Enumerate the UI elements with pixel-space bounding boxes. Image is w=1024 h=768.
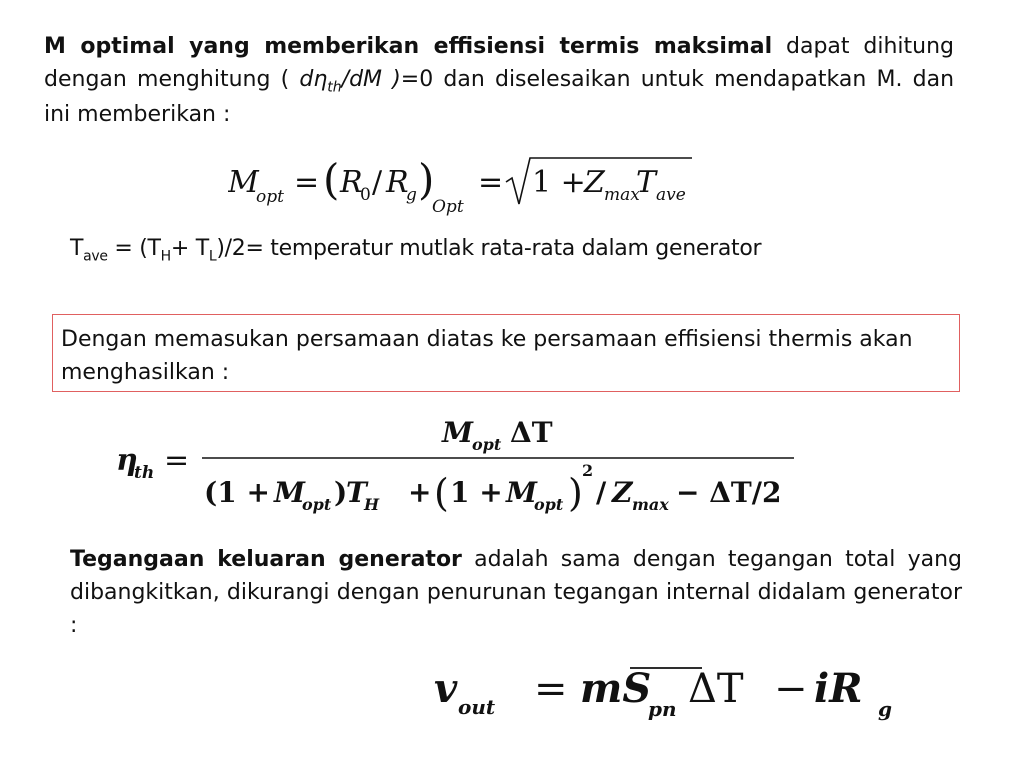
svg-text:(: ( [434,471,449,515]
svg-text:(: ( [323,155,340,204]
svg-text:out: out [458,695,496,719]
vout-formula-image [430,658,910,730]
svg-text:=: = [164,443,190,478]
intro-paragraph [44,30,954,131]
tl-subscript: L [208,248,217,265]
svg-text:=: = [534,666,568,712]
svg-text:): ) [334,476,348,509]
svg-text:=: = [294,165,320,200]
svg-text:ave: ave [656,185,686,205]
svg-text:ΔT: ΔT [688,666,744,712]
intro-text-a: dapat dihitung dengan menghitung ( [44,34,954,92]
svg-text:opt: opt [472,435,502,454]
tave-definition [70,236,761,264]
svg-text:− ΔT/2: − ΔT/2 [676,476,782,509]
svg-text:ΔT: ΔT [510,416,553,449]
svg-text:opt: opt [534,495,564,514]
svg-text:η: η [116,443,138,478]
derivative-rest: /dM )= [341,67,420,92]
th-subscript: H [160,248,171,265]
svg-text:opt: opt [256,187,284,207]
tave-equals: = (T [107,236,161,261]
svg-text:0: 0 [360,185,371,205]
svg-text:R: R [386,165,409,200]
svg-text:max: max [604,185,640,205]
output-voltage-paragraph [70,543,962,642]
svg-text:th: th [134,463,155,483]
svg-text:T: T [346,476,367,509]
svg-text:1 +: 1 + [450,476,503,509]
tave-subscript: ave [83,248,108,265]
svg-text:H: H [364,495,380,514]
tave-plus: + T [170,236,209,261]
svg-text:Z: Z [612,476,633,509]
efficiency-formula-image [116,410,806,520]
svg-text:M: M [506,476,537,509]
intro-text-b: 0 dan diselesaikan untuk mendapatkan M. dan ini memberikan : [44,67,955,128]
svg-text:g: g [878,697,892,721]
svg-text:Opt: Opt [432,197,464,217]
svg-text:T: T [636,165,657,200]
svg-text:1 +: 1 + [532,165,586,200]
svg-text:/: / [372,165,383,200]
svg-text:opt: opt [302,495,332,514]
svg-text:+: + [408,476,432,509]
tave-description: )/2= temperatur mutlak rata-rata dalam generator [216,236,762,261]
output-voltage-heading: Tegangaan keluaran generator [70,547,462,572]
svg-text:v: v [434,665,458,712]
intro-bold-heading: M optimal yang memberikan effisiensi termis maksimal [44,34,773,59]
svg-text:iR: iR [814,665,863,712]
svg-text:M: M [274,476,305,509]
svg-text:R: R [340,165,363,200]
highlight-box [52,314,960,392]
output-voltage-text: adalah sama dengan tegangan total yang dibangkitkan, dikurangi dengan penurunan tegangan internal didalam generator : [70,547,962,638]
svg-text:−: − [774,666,808,712]
svg-text:M: M [442,416,473,449]
derivative-d: dη [299,67,328,92]
svg-text:): ) [418,155,435,204]
tave-symbol: T [70,236,84,261]
svg-text:): ) [568,471,583,515]
svg-text:2: 2 [582,461,594,480]
highlight-box-text: Dengan memasukan persamaan diatas ke persamaan effisiensi thermis akan menghasilkan : [61,327,913,385]
svg-text:max: max [632,495,669,514]
svg-text:pn: pn [648,697,677,721]
svg-text:(1 +: (1 + [204,476,270,509]
svg-text:g: g [406,185,417,205]
svg-text:=: = [478,165,504,200]
svg-text:M: M [228,165,259,200]
derivative-sub: th [327,79,342,96]
svg-text:mS: mS [580,665,652,712]
mopt-formula-image [228,152,698,220]
svg-text:/: / [596,476,607,509]
svg-text:Z: Z [584,165,605,200]
